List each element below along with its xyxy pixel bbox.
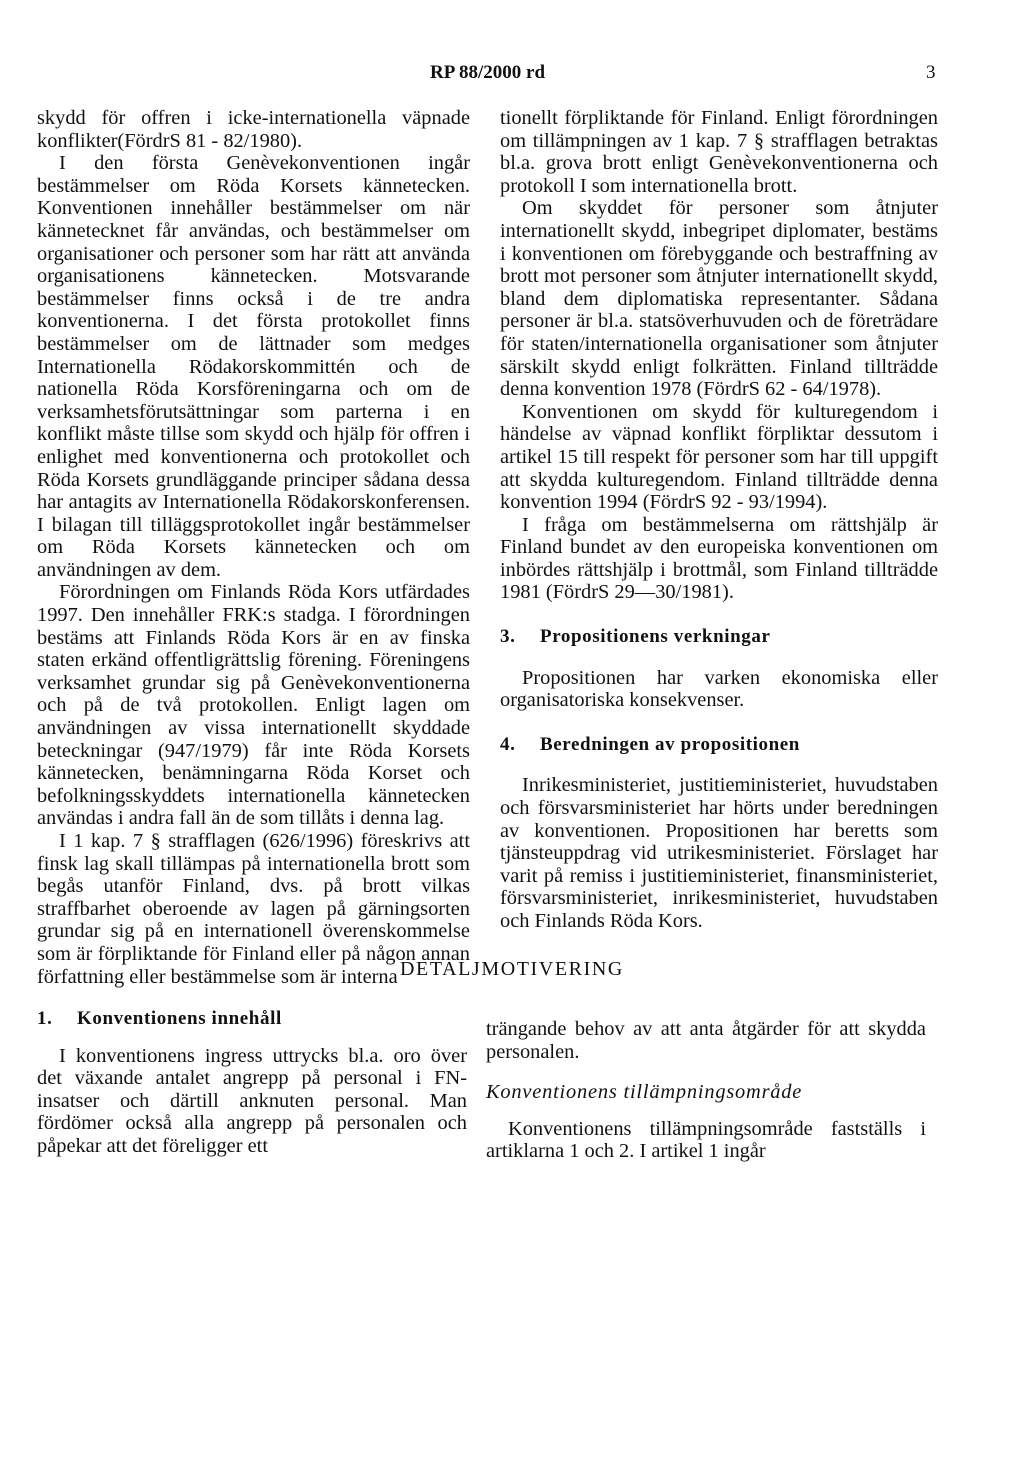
section-number: 4.	[500, 733, 516, 755]
page-header	[0, 62, 1024, 88]
paragraph: Om skyddet för personer som åtnjuter internationellt skydd, inbegripet diplomater, bestäms i konventionen om förebyggande och bestraffning av brott mot personer som åtnjuter internationellt skydd, bland dem diplomatiska representanter. Sådana personer är bl.a. statsöverhuvuden och de företrädare för staten/internationella organisationer som åtnjuter särskilt skydd enligt folkrätten. Finland tillträdde denna konvention 1978 (FördrS 62 - 64/1978).	[500, 197, 938, 401]
paragraph: I 1 kap. 7 § strafflagen (626/1996) föreskrivs att finsk lag skall tillämpas på internationella brott som begås utanför Finland, dvs. på brott vilkas straffbarhet oberoende av lagen på gärningsorten grundar sig på en internationell överenskommelse som är förpliktande för Finland eller på någon annan författning eller bestämmelse som är interna	[37, 830, 470, 988]
paragraph: Inrikesministeriet, justitieministeriet, huvudstaben och försvarsministeriet har hörts under beredningen av konventionen. Propositionen har beretts som tjänsteuppdrag vid utrikesministeriet. Förslaget har varit på remiss i justitieministeriet, finansministeriet, försvarsministeriet, inrikesministeriet, huvudstaben och Finlands Röda Kors.	[500, 774, 938, 932]
subheading: Konventionens tillämpningsområde	[486, 1081, 803, 1104]
page-number: 3	[926, 62, 936, 83]
left-column	[37, 107, 470, 988]
paragraph: skydd för offren i icke-internationella väpnade konflikter(FördrS 81 - 82/1980).	[37, 107, 470, 152]
paragraph: Propositionen har varken ekonomiska eller organisatoriska konsekvenser.	[500, 666, 938, 712]
paragraph: trängande behov av att anta åtgärder för att skydda personalen.	[486, 1018, 926, 1063]
right-column	[500, 107, 938, 933]
section-number: 3.	[500, 626, 516, 648]
paragraph: Förordningen om Finlands Röda Kors utfärdades 1997. Den innehåller FRK:s stadga. I förordningen bestäms att Finlands Röda Kors är en av finska staten erkänd offentligrättslig förening. Föreningens verksamhet grundar sig på Genèvekonventionerna och på de två protokollen. Enligt lagen om användningen av vissa internationellt skyddade beteckningar (947/1979) får inte Röda Korsets kännetecken, benämningarna Röda Korset och befolkningsskyddets internationella kännetecken användas i andra fall än de som tillåts i denna lag.	[37, 581, 470, 830]
section-heading-4	[500, 734, 938, 757]
paragraph: I konventionens ingress uttrycks bl.a. oro över det växande antalet angrepp på personal i FN-insatser och därtill anknuten personal. Man fördömer också alla angrepp på personalen och påpekar att det föreligger ett	[37, 1044, 467, 1157]
bottom-right-column	[486, 1018, 926, 1163]
running-title: RP 88/2000 rd	[430, 62, 546, 83]
paragraph: I den första Genèvekonventionen ingår bestämmelser om Röda Korsets kännetecken. Konventionen innehåller bestämmelser om när kännetecknet får användas, och bestämmelser om organisationer och personer som har rätt att använda organisationens kännetecken. Motsvarande bestämmelser finns också i de tre andra konventionerna. I det första protokollet finns bestämmelser om de lättnader som medges Internationella Rödakorskommittén och de nationella Röda Korsföreningarna och om de verksamhetsförutsättningar som parterna i en konflikt måste tillse som skydd och hjälp för offren i enlighet med konventionerna och protokollet och Röda Korsets grundläggande principer sådana dessa har antagits av Internationella Rödakorskonferensen. I bilagan till tilläggsprotokollet ingår bestämmelser om Röda Korsets kännetecken och om användningen av dem.	[37, 152, 470, 581]
section-title: Konventionens innehåll	[77, 1008, 282, 1029]
bottom-left-column	[37, 1008, 467, 1158]
paragraph: Konventionens tillämpningsområde fastställs i artiklarna 1 och 2. I artikel 1 ingår	[486, 1117, 926, 1163]
paragraph: I fråga om bestämmelserna om rättshjälp är Finland bundet av den europeiska konventionen om inbördes rättshjälp i brottmål, som Finland tillträdde 1981 (FördrS 29—30/1981).	[500, 513, 938, 604]
section-heading-1	[37, 1008, 467, 1031]
section-heading-3	[500, 626, 938, 649]
section-title: Propositionens verkningar	[540, 626, 771, 648]
paragraph: Konventionen om skydd för kulturegendom i händelse av väpnad konflikt förpliktar dessutom i artikel 15 till respekt för personer som har till uppgift att skydda kulturegendom. Finland tillträdde denna konvention 1994 (FördrS 92 - 93/1994).	[500, 400, 938, 514]
section-number: 1.	[37, 1008, 53, 1029]
section-title: Beredningen av propositionen	[540, 733, 800, 755]
paragraph: tionellt förpliktande för Finland. Enligt förordningen om tillämpningen av 1 kap. 7 § strafflagen betraktas bl.a. grova brott enligt Genèvekonventionerna och protokoll I som internationella brott.	[500, 107, 938, 197]
detail-heading: DETALJMOTIVERING	[400, 958, 624, 980]
